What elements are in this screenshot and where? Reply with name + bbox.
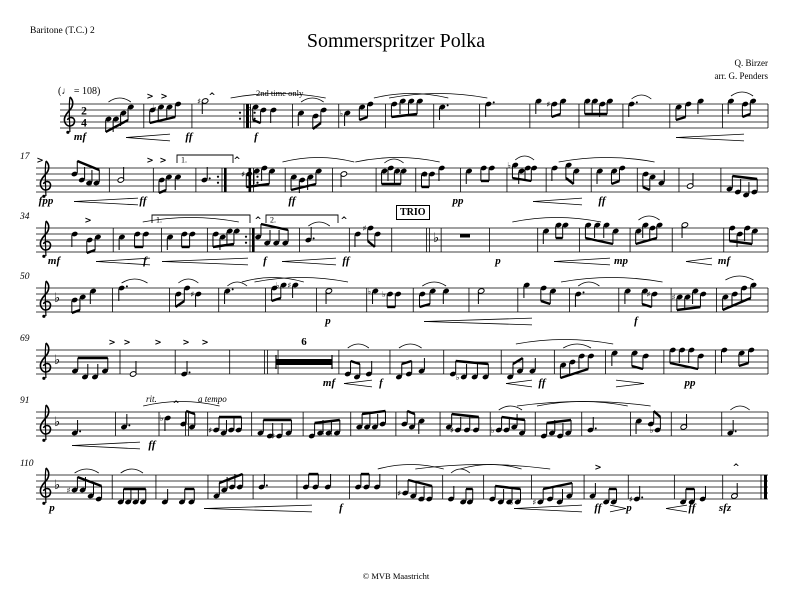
svg-text:♭: ♭ [507,160,512,170]
copyright-footer: © MVB Maastricht [362,571,430,581]
dynamic-marking: f [379,377,383,389]
svg-text:♯: ♯ [362,223,367,233]
svg-text:♭: ♭ [490,425,495,435]
svg-text:♭: ♭ [423,169,428,179]
svg-text:♭: ♭ [367,286,372,296]
composer-name: Q. Birzer [734,58,768,68]
svg-text:♯: ♯ [532,497,537,507]
svg-text:♯: ♯ [197,96,201,106]
accent-mark: ^ [208,92,216,102]
dynamic-marking: sfz [718,502,732,514]
svg-text:♭: ♭ [54,353,61,368]
svg-text:♭: ♭ [329,428,333,438]
page-title: Sommerspritzer Polka [306,30,486,52]
svg-text:♭: ♭ [433,231,440,246]
arranger-name: arr. G. Penders [714,71,768,81]
svg-text:♭: ♭ [247,102,252,112]
dynamic-marking: pp [684,377,696,389]
dynamic-marking: ff [342,255,350,267]
dynamic-marking: f [143,255,147,267]
dynamic-marking: ff [288,195,296,207]
svg-text:♭: ♭ [153,102,157,112]
accent-mark: > [201,338,209,348]
svg-text:♯: ♯ [190,289,195,299]
svg-text:♭: ♭ [54,291,61,306]
accent-mark: ^ [340,216,348,226]
accent-mark: ^ [233,156,241,166]
measure-number: 69 [20,334,30,344]
accent-mark: > [159,156,167,166]
svg-text:♯: ♯ [671,292,676,302]
music-system [36,463,768,512]
trio-section-label: TRIO [396,205,430,220]
dynamic-marking: ff [538,377,546,389]
dynamic-marking: p [495,255,501,267]
svg-text:♭: ♭ [275,280,280,290]
dynamic-marking: mf [322,377,336,389]
volta-number: 1. [181,155,187,165]
volta-number: 1. [156,215,162,225]
accent-mark: > [146,92,154,102]
accent-mark: > [84,216,92,226]
dynamic-marking: ff [688,502,696,514]
accent-mark: > [146,156,154,166]
dynamic-marking: mf [73,131,87,143]
svg-text:♭: ♭ [54,478,61,493]
dynamic-marking: ff [598,195,606,207]
svg-text:♯: ♯ [208,425,213,435]
accent-mark: > [182,338,190,348]
svg-text:♯: ♯ [287,280,292,290]
svg-text:♭: ♭ [509,497,514,507]
dynamic-marking: fpp [38,195,54,207]
dynamic-marking: f [254,131,258,143]
dynamic-marking: p [626,502,632,514]
instrument-label: Baritone (T.C.) 2 [30,26,95,36]
dynamic-marking: pp [452,195,464,207]
measure-number: 17 [20,152,30,162]
volta-number: 2. [270,215,276,225]
multimeasure-rest [276,359,332,365]
measure-number: 110 [20,459,34,469]
dynamic-marking: f [263,255,267,267]
accent-mark: > [160,92,168,102]
score-annotation: rit. [146,394,157,404]
svg-text:♯: ♯ [628,494,633,504]
svg-text:♭: ♭ [339,108,344,118]
svg-text:2: 2 [81,105,87,118]
accent-mark: ^ [254,216,262,226]
music-system [60,92,768,141]
dynamic-marking: mp [613,255,629,267]
score-annotation: (♩ = 108) [58,86,101,97]
dynamic-marking: p [325,315,331,327]
multirest-count: 6 [301,336,307,348]
svg-text:♭: ♭ [88,178,93,188]
svg-text:♯: ♯ [646,289,651,299]
svg-text:♯: ♯ [320,428,325,438]
accent-mark: > [108,338,116,348]
score-annotation: a tempo [198,394,227,404]
dynamic-marking: ff [185,131,193,143]
svg-text:♯: ♯ [421,494,426,504]
measure-number: 34 [20,212,30,222]
svg-text:♯: ♯ [397,488,402,498]
dynamic-marking: f [634,315,638,327]
accent-mark: > [594,463,602,473]
svg-text:♭: ♭ [455,372,460,382]
accent-mark: ^ [172,400,180,410]
music-system [36,276,768,325]
svg-text:♯: ♯ [449,425,454,435]
svg-text:♯: ♯ [359,422,363,432]
accent-mark: ^ [732,463,740,473]
score-annotation: 2nd time only [256,88,304,98]
accent-mark: > [123,338,131,348]
measure-number: 50 [20,272,30,282]
dynamic-marking: mf [717,255,731,267]
svg-text:♭: ♭ [54,415,61,430]
whole-rest [460,234,470,238]
svg-text:♯: ♯ [241,169,245,179]
accent-mark: > [36,156,44,166]
svg-text:♯: ♯ [66,485,71,495]
svg-text:♭: ♭ [159,413,164,423]
svg-text:♯: ♯ [546,99,551,109]
dynamic-marking: f [339,502,343,514]
accent-mark: > [154,338,162,348]
music-system [36,336,768,387]
measure-number: 91 [20,396,30,406]
volta-bracket [266,215,338,223]
svg-text:♭: ♭ [381,289,386,299]
dynamic-marking: ff [148,439,156,451]
dynamic-marking: p [49,502,55,514]
svg-text:4: 4 [81,117,87,130]
svg-text:♯: ♯ [271,431,276,441]
music-system [36,400,768,449]
svg-text:♭: ♭ [649,425,654,435]
dynamic-marking: ff [594,502,602,514]
dynamic-marking: mf [47,255,61,267]
dynamic-marking: ff [139,195,147,207]
